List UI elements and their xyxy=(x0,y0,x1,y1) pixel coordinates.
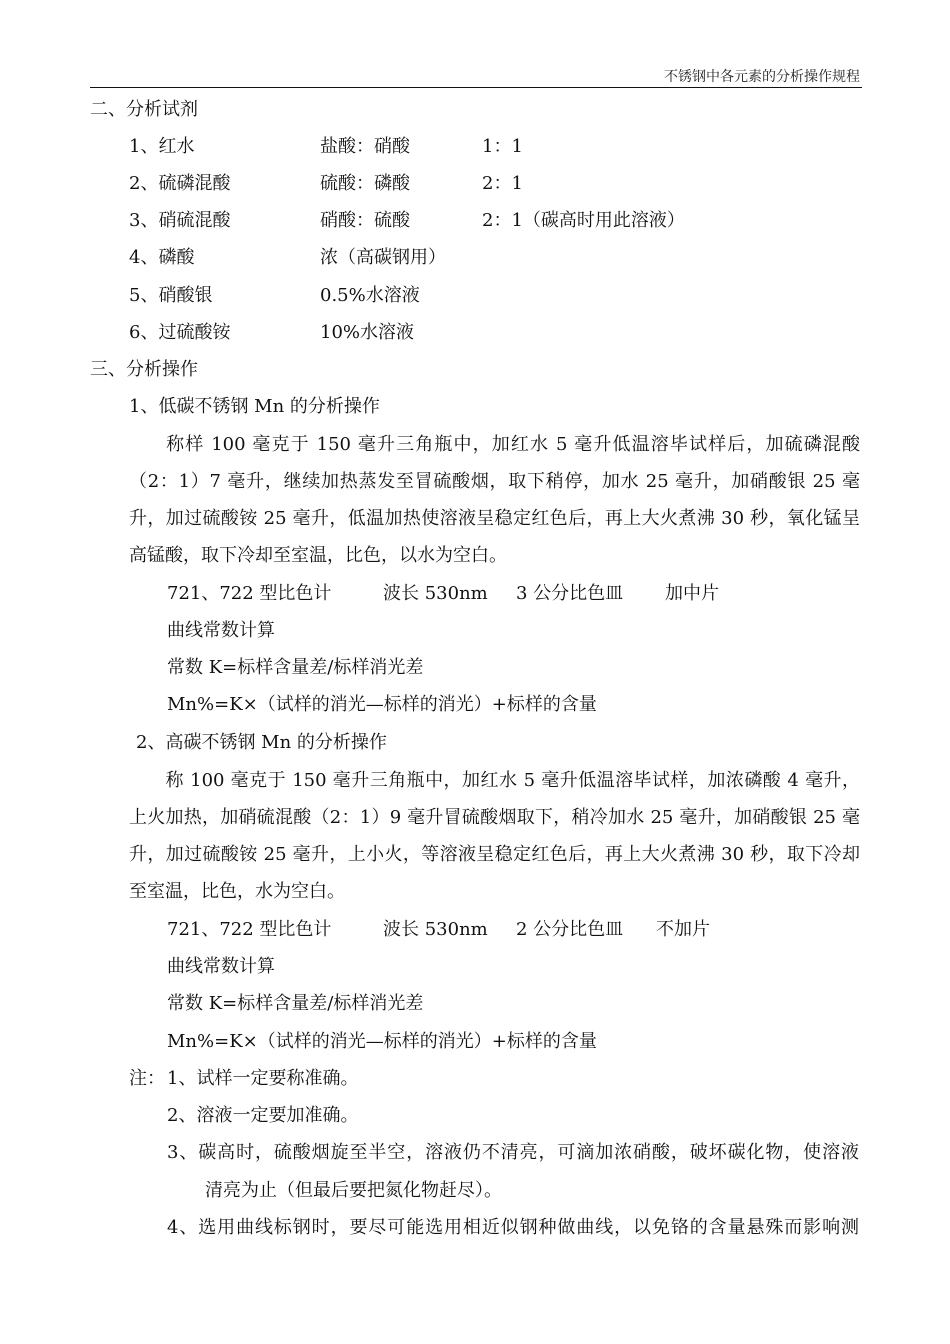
note-item: 3、碳高时，硫酸烟旋至半空，溶液仍不清亮，可滴加浓硝酸，破坏碳化物，使溶液 xyxy=(167,1142,859,1163)
instrument-label: 721、722 型比色计 xyxy=(167,919,332,940)
curve-calculation-label: 曲线常数计算 xyxy=(167,956,275,977)
note-item: 2、溶液一定要加准确。 xyxy=(167,1105,359,1126)
notes-label: 注： xyxy=(129,1068,165,1089)
note-item: 1、试样一定要称准确。 xyxy=(167,1068,359,1089)
procedure-text: 称样 100 毫克于 150 毫升三角瓶中，加红水 5 毫升低温溶毕试样后，加硫磷混酸（2：1）7 毫升，继续加热蒸发至冒硫酸烟，取下稍停，加水 25 毫升，加硝酸银 25 毫升，加过硫酸铵 25 毫升，低温加热使溶液呈稳定红色后，再上大火煮沸 30 秒，氧化锰呈高锰酸，取下冷却至室温，比色，以水为空白。 xyxy=(129,434,860,566)
subsection-title-high-carbon: 2、高碳不锈钢 Mn 的分析操作 xyxy=(136,732,387,753)
mn-formula: Mn%=K×（试样的消光—标样的消光）+标样的含量 xyxy=(167,694,597,715)
page-header-title: 不锈钢中各元素的分析操作规程 xyxy=(664,69,860,85)
section-heading-reagents: 二、分析试剂 xyxy=(90,99,198,120)
reagent-composition: 硫酸：磷酸 xyxy=(320,173,410,194)
note-item: 4、选用曲线标钢时，要尽可能选用相近似钢种做曲线，以免铬的含量悬殊而影响测 xyxy=(167,1217,859,1238)
procedure-paragraph-high-carbon xyxy=(129,762,860,910)
reagent-composition: 0.5%水溶液 xyxy=(320,285,420,306)
header-rule xyxy=(90,87,862,88)
wavelength-label: 波长 530nm xyxy=(383,583,488,604)
reagent-composition: 10%水溶液 xyxy=(320,322,415,343)
reagent-name: 5、硝酸银 xyxy=(129,285,213,306)
constant-formula: 常数 K=标样含量差/标样消光差 xyxy=(167,657,424,678)
reagent-composition: 浓（高碳钢用） xyxy=(320,247,446,268)
reagent-composition: 盐酸：硝酸 xyxy=(320,136,410,157)
reagent-name: 3、硝硫混酸 xyxy=(129,210,231,231)
filter-label: 加中片 xyxy=(665,583,719,604)
constant-formula: 常数 K=标样含量差/标样消光差 xyxy=(167,993,424,1014)
reagent-name: 2、硫磷混酸 xyxy=(129,173,231,194)
reagent-ratio: 1：1 xyxy=(482,136,523,157)
filter-label: 不加片 xyxy=(656,919,710,940)
reagent-name: 4、磷酸 xyxy=(129,247,195,268)
reagent-name: 6、过硫酸铵 xyxy=(129,322,231,343)
subsection-title-low-carbon: 1、低碳不锈钢 Mn 的分析操作 xyxy=(129,396,380,417)
note-item-continuation: 清亮为止（但最后要把氮化物赶尽）。 xyxy=(205,1180,502,1201)
reagent-ratio: 2：1（碳高时用此溶液） xyxy=(482,210,685,231)
mn-formula: Mn%=K×（试样的消光—标样的消光）+标样的含量 xyxy=(167,1031,597,1052)
procedure-paragraph-low-carbon xyxy=(129,426,860,574)
section-heading-operation: 三、分析操作 xyxy=(90,359,198,380)
reagent-name: 1、红水 xyxy=(129,136,195,157)
reagent-ratio: 2：1 xyxy=(482,173,523,194)
cuvette-label: 3 公分比色皿 xyxy=(516,583,624,604)
procedure-text: 称 100 毫克于 150 毫升三角瓶中，加红水 5 毫升低温溶毕试样，加浓磷酸 4 毫升，上火加热，加硝硫混酸（2：1）9 毫升冒硫酸烟取下，稍冷加水 25 毫升，加硝酸银 25 毫升，加过硫酸铵 25 毫升，上小火，等溶液呈稳定红色后，再上大火煮沸 30 秒，取下冷却至室温，比色，水为空白。 xyxy=(129,770,860,902)
instrument-label: 721、722 型比色计 xyxy=(167,583,332,604)
curve-calculation-label: 曲线常数计算 xyxy=(167,620,275,641)
cuvette-label: 2 公分比色皿 xyxy=(516,919,624,940)
reagent-composition: 硝酸：硫酸 xyxy=(320,210,410,231)
wavelength-label: 波长 530nm xyxy=(383,919,488,940)
